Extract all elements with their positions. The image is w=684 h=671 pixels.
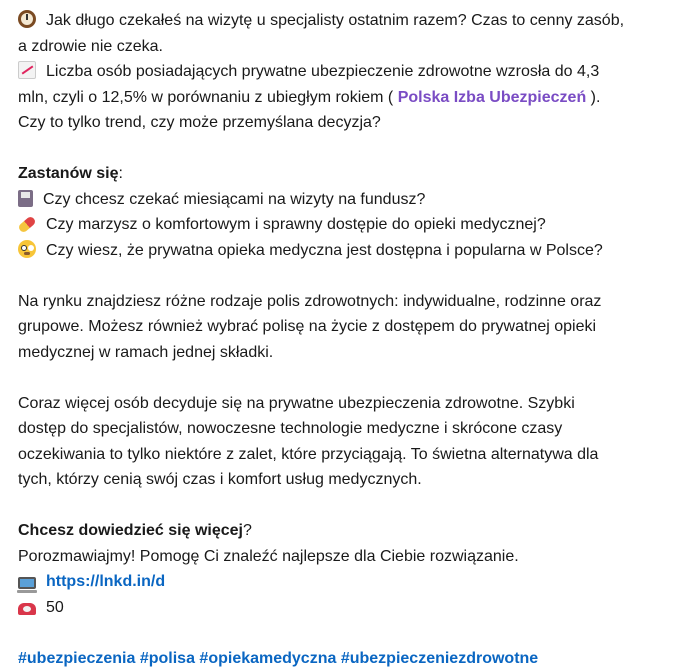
para2-line-3: oczekiwania to tylko niektóre z zalet, które przyciągają. To świetna alternatywa dla (18, 442, 668, 468)
intro-line-3: Liczba osób posiadających prywatne ubezpieczenie zdrowotne wzrosła do 4,3 (18, 59, 668, 85)
pill-icon (17, 215, 37, 233)
laptop-icon (18, 577, 36, 589)
spacer (18, 365, 668, 391)
hashtags (18, 646, 668, 671)
phone-number: 50 (46, 599, 64, 616)
hashtag-ubezpieczeniezdrowotne[interactable]: #ubezpieczeniezdrowotne (341, 650, 538, 667)
intro-line-2: a zdrowie nie czeka. (18, 34, 668, 60)
cta-line: Porozmawiajmy! Pomogę Ci znaleźć najlepsze dla Ciebie rozwiązanie. (18, 544, 668, 570)
intro-line-5: Czy to tylko trend, czy może przemyślana decyzja? (18, 110, 668, 136)
hashtag-ubezpieczenia[interactable]: #ubezpieczenia (18, 650, 135, 667)
para1-line-2: grupowe. Możesz również wybrać polisę na życie z dostępem do prywatnej opieki (18, 314, 668, 340)
floppy-disk-icon (18, 190, 33, 207)
reflect-question-3: Czy wiesz, że prywatna opieka medyczna jest dostępna i popularna w Polsce? (18, 238, 668, 264)
external-link[interactable]: https://lnkd.in/d (46, 573, 165, 590)
para2-line-2: dostęp do specjalistów, nowoczesne technologie medyczne i skrócone czasy (18, 416, 668, 442)
para1-line-3: medycznej w ramach jednej składki. (18, 340, 668, 366)
para2-line-4: tych, którzy cenią swój czas i komfort usług medycznych. (18, 467, 668, 493)
mention-polska-izba-ubezpieczen[interactable]: Polska Izba Ubezpieczeń (398, 89, 587, 106)
reflect-question-1: Czy chcesz czekać miesiącami na wizyty na fundusz? (18, 187, 668, 213)
intro-line-4: mln, czyli o 12,5% w porównaniu z ubiegłym rokiem ( Polska Izba Ubezpieczeń ). (18, 85, 668, 111)
spacer (18, 136, 668, 162)
clock-icon (18, 10, 36, 28)
para1-line-1: Na rynku znajdziesz różne rodzaje polis zdrowotnych: indywidualne, rodzinne oraz (18, 289, 668, 315)
flushed-face-icon (18, 240, 36, 258)
cta-heading: Chcesz dowiedzieć się więcej? (18, 518, 668, 544)
chart-increasing-icon (18, 61, 36, 79)
spacer (18, 493, 668, 519)
hashtag-opiekamedyczna[interactable]: #opiekamedyczna (199, 650, 336, 667)
cta-phone-line (18, 595, 668, 621)
spacer (18, 263, 668, 289)
intro-line-1: Jak długo czekałeś na wizytę u specjalisty ostatnim razem? Czas to cenny zasób, (18, 8, 668, 34)
cta-link-line (18, 569, 668, 595)
reflect-question-2: Czy marzysz o komfortowym i sprawny dostępie do opieki medycznej? (18, 212, 668, 238)
post-body (18, 8, 668, 671)
para2-line-1: Coraz więcej osób decyduje się na prywatne ubezpieczenia zdrowotne. Szybki (18, 391, 668, 417)
hashtag-polisa[interactable]: #polisa (140, 650, 195, 667)
telephone-icon (18, 603, 36, 615)
reflect-heading: Zastanów się: (18, 161, 668, 187)
spacer (18, 620, 668, 646)
